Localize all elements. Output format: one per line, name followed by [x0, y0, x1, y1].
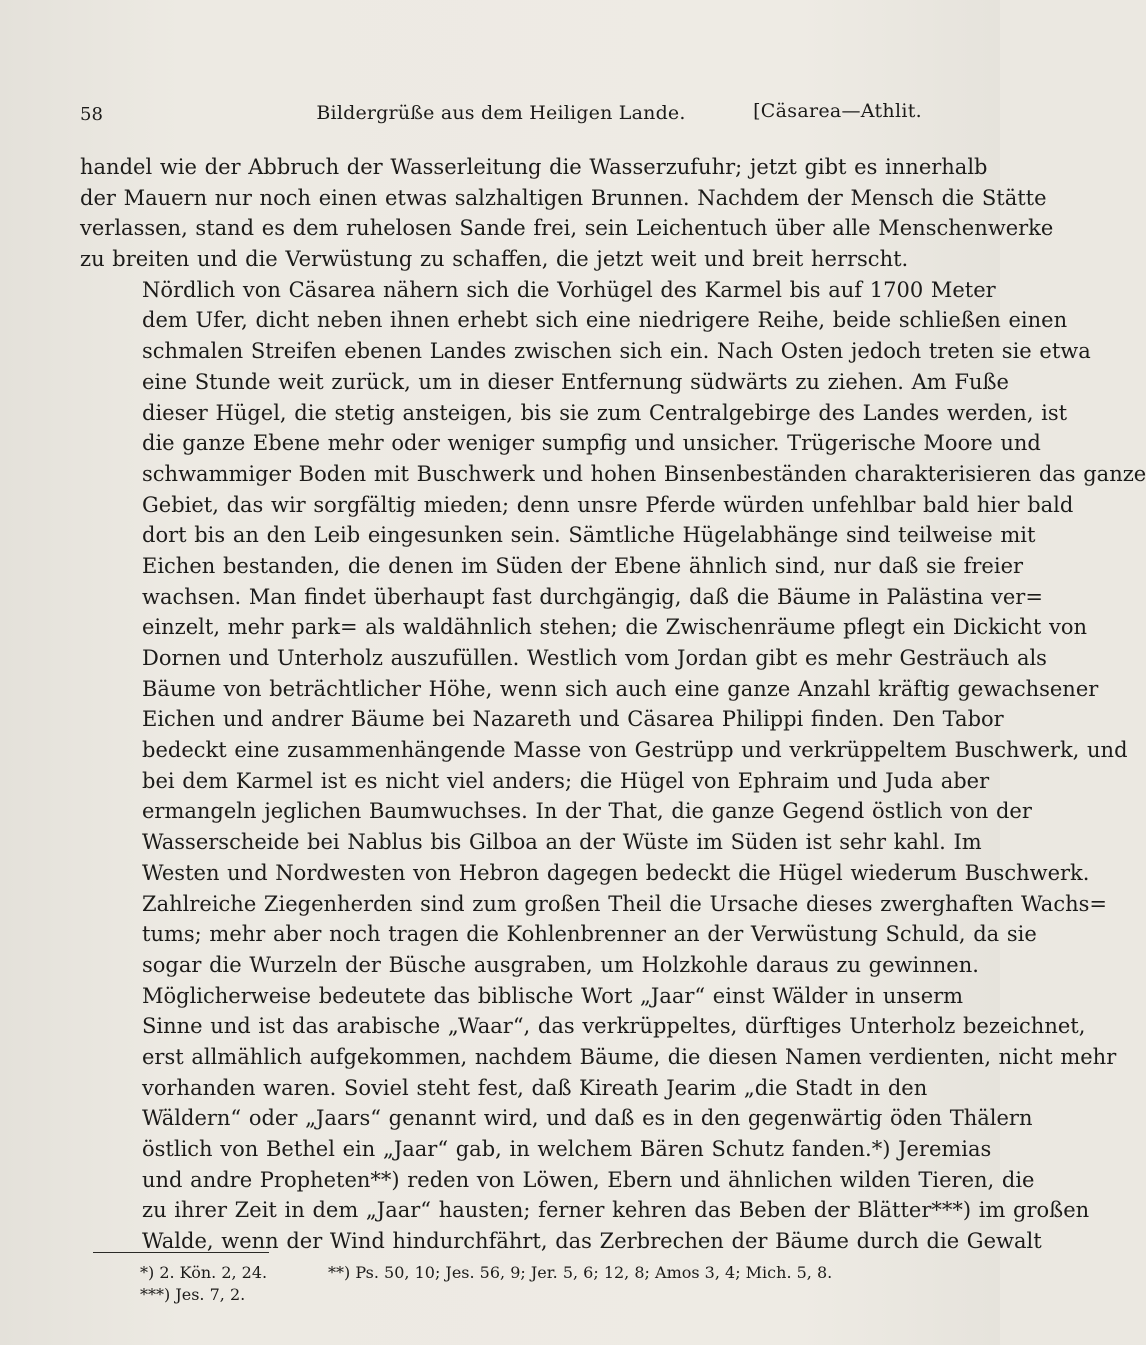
text-line: Bäume von beträchtlicher Höhe, wenn sich auch eine ganze Anzahl kräftig gewachsener: [142, 676, 1099, 701]
text-line: sogar die Wurzeln der Büsche ausgraben, um Holzkohle daraus zu gewinnen.: [142, 952, 979, 977]
running-title: Bildergrüße aus dem Heiligen Lande.: [316, 102, 686, 124]
text-line: bei dem Karmel ist es nicht viel anders; die Hügel von Ephraim und Juda aber: [142, 768, 990, 793]
text-line: dort bis an den Leib eingesunken sein. Sämtliche Hügelabhänge sind teilweise mit: [142, 523, 1036, 548]
text-line: schmalen Streifen ebenen Landes zwischen sich ein. Nach Osten jedoch treten sie etwa: [142, 339, 1091, 364]
text-line: Möglicherweise bedeutete das biblische Wort „Jaar“ einst Wälder in unserm: [142, 983, 964, 1008]
page-number: 58: [80, 104, 103, 125]
text-line: Walde, wenn der Wind hindurchfährt, das Zerbrechen der Bäume durch die Gewalt: [142, 1229, 1042, 1254]
text-line: schwammiger Boden mit Buschwerk und hohen Binsenbeständen charakterisieren das ganze: [142, 461, 1146, 486]
text-line: eine Stunde weit zurück, um in dieser Entfernung südwärts zu ziehen. Am Fuße: [142, 369, 1009, 394]
text-line: erst allmählich aufgekommen, nachdem Bäume, die diesen Namen verdienten, nicht mehr: [142, 1044, 1117, 1069]
text-line: östlich von Bethel ein „Jaar“ gab, in welchem Bären Schutz fanden.*) Jeremias: [142, 1137, 992, 1161]
paragraph: [80, 981, 1117, 1257]
text-line: bedeckt eine zusammenhängende Masse von Gestrüpp und verkrüppeltem Buschwerk, und: [142, 738, 1128, 763]
text-line: wachsen. Man findet überhaupt fast durchgängig, daß die Bäume in Palästina ver=: [142, 584, 1043, 609]
paragraph: [80, 152, 1054, 275]
text-line: tums; mehr aber noch tragen die Kohlenbrenner an der Verwüstung Schuld, da sie: [142, 922, 1037, 947]
text-line: und andre Propheten**) reden von Löwen, Ebern und ähnlichen wilden Tieren, die: [142, 1167, 1035, 1192]
text-line: Zahlreiche Ziegenherden sind zum großen Theil die Ursache dieses zwerghaften Wachs=: [142, 891, 1107, 916]
body-text: [80, 152, 1146, 1257]
text-line: Nördlich von Cäsarea nähern sich die Vorhügel des Karmel bis auf 1700 Meter: [142, 277, 996, 302]
footnote-3: ***) Jes. 7, 2.: [140, 1285, 246, 1304]
text-line: handel wie der Abbruch der Wasserleitung die Wasserzufuhr; jetzt gibt es innerhalb: [80, 155, 988, 179]
text-line: zu ihrer Zeit in dem „Jaar“ hausten; ferner kehren das Beben der Blätter***) im großen: [142, 1198, 1090, 1223]
text-line: Sinne und ist das arabische „Waar“, das verkrüppeltes, dürftiges Unterholz bezeichnet,: [142, 1014, 1086, 1039]
footnote-rule: [93, 1252, 269, 1253]
text-line: dem Ufer, dicht neben ihnen erhebt sich eine niedrigere Reihe, beide schließen einen: [142, 308, 1068, 333]
text-line: der Mauern nur noch einen etwas salzhaltigen Brunnen. Nachdem der Mensch die Stätte: [80, 185, 1047, 210]
text-line: vorhanden waren. Soviel steht fest, daß Kireath Jearim „die Stadt in den: [142, 1075, 928, 1100]
text-line: Eichen bestanden, die denen im Süden der Ebene ähnlich sind, nur daß sie freier: [142, 553, 1024, 578]
text-line: Gebiet, das wir sorgfältig mieden; denn unsre Pferde würden unfehlbar bald hier bald: [142, 492, 1074, 517]
text-line: ermangeln jeglichen Baumwuchses. In der That, die ganze Gegend östlich von der: [142, 799, 1032, 824]
text-line: Eichen und andrer Bäume bei Nazareth und Cäsarea Philippi finden. Den Tabor: [142, 707, 1004, 732]
text-line: einzelt, mehr park= als waldähnlich stehen; die Zwischenräume pflegt ein Dickicht von: [142, 615, 1088, 640]
text-line: Wäldern“ oder „Jaars“ genannt wird, und daß es in den gegenwärtig öden Thälern: [142, 1106, 1033, 1131]
text-line: zu breiten und die Verwüstung zu schaffen, die jetzt weit und breit herrscht.: [80, 247, 909, 272]
footnote-1: *) 2. Kön. 2, 24.: [140, 1263, 268, 1282]
paragraph: [80, 275, 1146, 981]
text-line: Dornen und Unterholz auszufüllen. Westlich vom Jordan gibt es mehr Gesträuch als: [142, 646, 1047, 670]
text-line: dieser Hügel, die stetig ansteigen, bis sie zum Centralgebirge des Landes werden, ist: [142, 400, 1068, 425]
text-line: Westen und Nordwesten von Hebron dagegen bedeckt die Hügel wiederum Buschwerk.: [142, 860, 1090, 885]
running-header: [80, 100, 922, 132]
text-line: verlassen, stand es dem ruhelosen Sande frei, sein Leichentuch über alle Menschenwerke: [80, 216, 1054, 241]
text-line: Wasserscheide bei Nablus bis Gilboa an der Wüste im Süden ist sehr kahl. Im: [142, 830, 982, 855]
text-line: die ganze Ebene mehr oder weniger sumpfig und unsicher. Trügerische Moore und: [142, 431, 1041, 456]
section-marker: [Cäsarea—Athlit.: [753, 100, 922, 122]
footnote-2: **) Ps. 50, 10; Jes. 56, 9; Jer. 5, 6; 12, 8; Amos 3, 4; Mich. 5, 8.: [328, 1263, 833, 1282]
